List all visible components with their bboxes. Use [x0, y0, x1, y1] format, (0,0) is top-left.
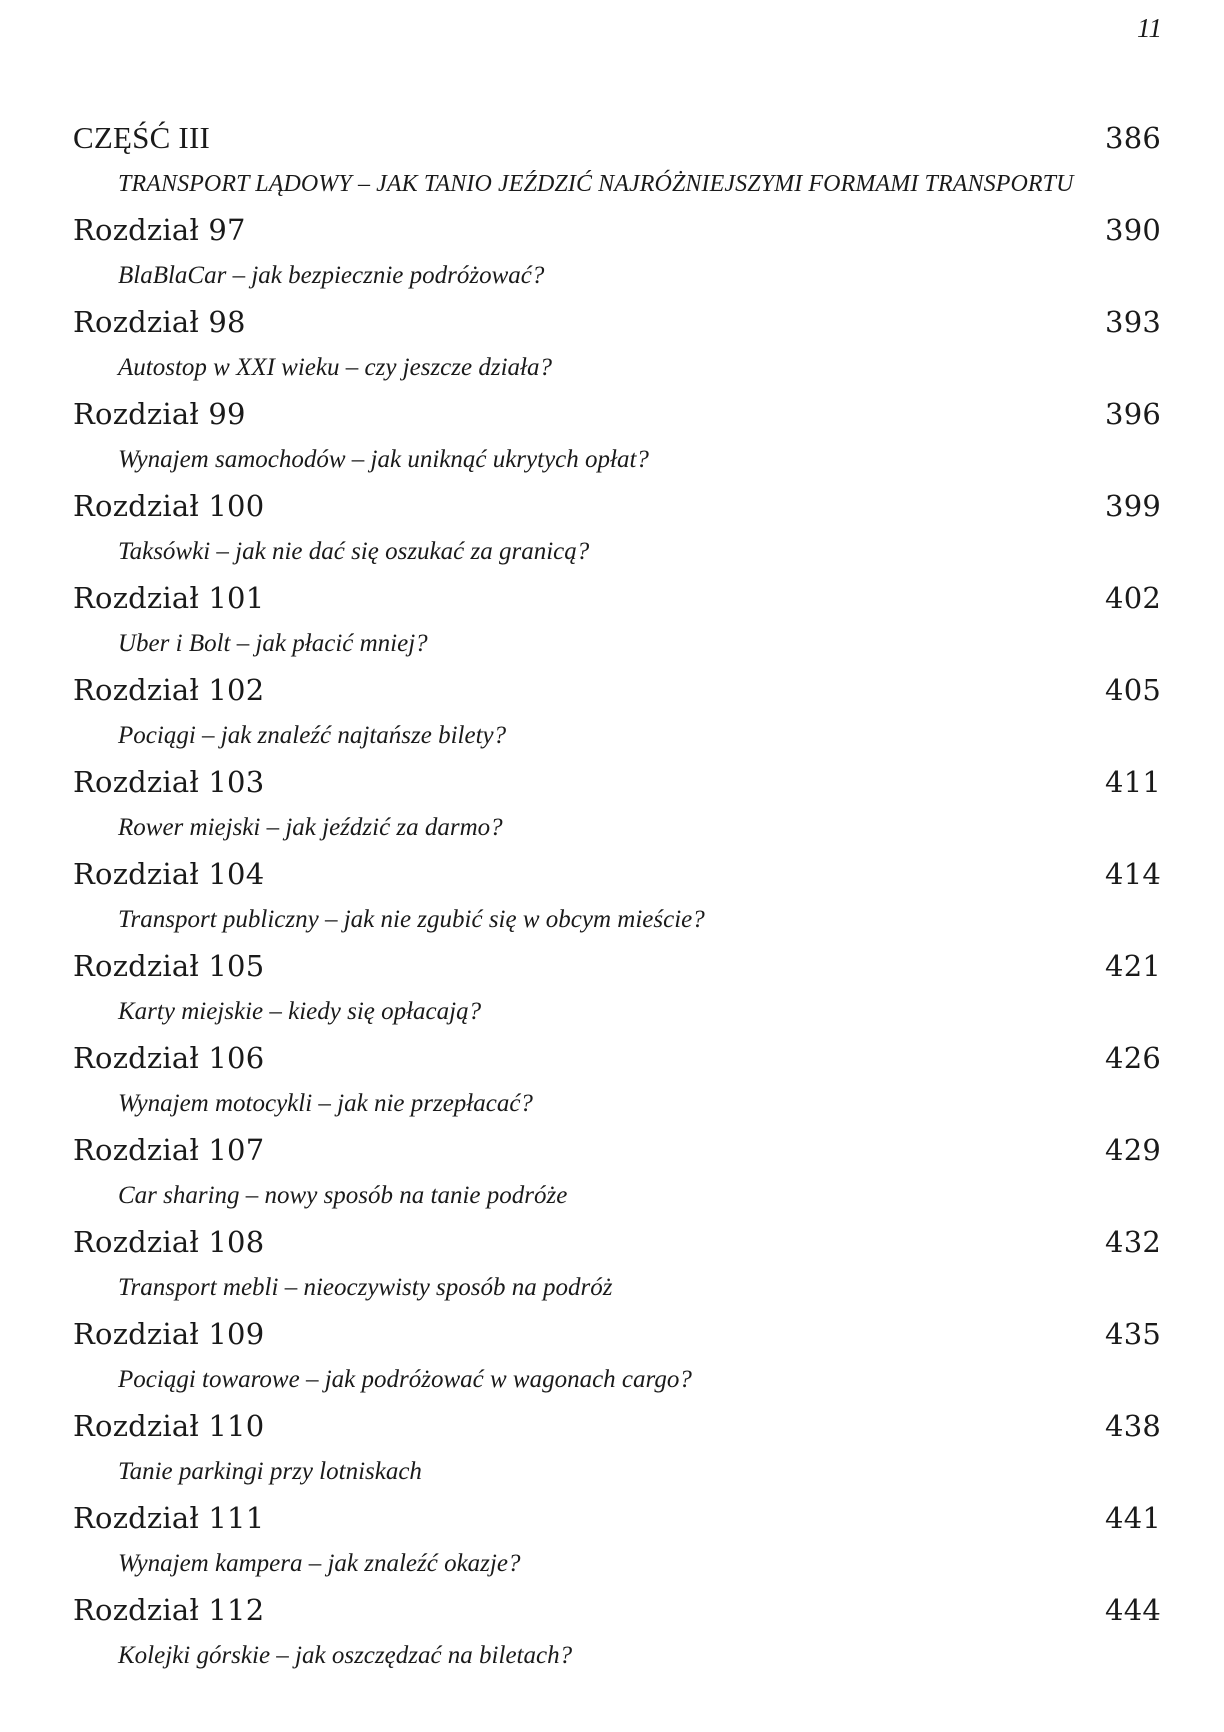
toc-chapter-header: [73, 943, 1161, 989]
toc-chapter-page: 429: [1105, 1133, 1161, 1167]
toc-part-header: [73, 115, 1161, 161]
toc-chapter-103: [73, 759, 1161, 851]
toc-chapter-99: [73, 391, 1161, 483]
toc-chapter-header: [73, 1311, 1161, 1357]
toc-chapter-page: 432: [1105, 1225, 1161, 1259]
toc-chapter-subtitle: Wynajem samochodów – jak uniknąć ukrytych opłat?: [118, 446, 649, 473]
toc-chapter-label: Rozdział 100: [73, 489, 265, 523]
toc-chapter-header: [73, 1403, 1161, 1449]
toc-chapter-page: 390: [1105, 213, 1161, 247]
toc-chapter-header: [73, 851, 1161, 897]
toc-part-page: 386: [1105, 121, 1161, 155]
toc-chapter-header: [73, 667, 1161, 713]
toc-chapter-subtitle: Karty miejskie – kiedy się opłacają?: [118, 998, 482, 1025]
toc-chapter-page: 444: [1105, 1593, 1161, 1627]
toc-chapter-label: Rozdział 109: [73, 1317, 265, 1351]
toc-part-label: CZĘŚĆ III: [73, 120, 210, 155]
page-number: 11: [1137, 13, 1162, 43]
toc-chapter-header: [73, 1127, 1161, 1173]
toc-chapter-subtitle: Rower miejski – jak jeździć za darmo?: [118, 814, 503, 841]
toc-chapter-label: Rozdział 102: [73, 673, 265, 707]
toc-chapter-header: [73, 1495, 1161, 1541]
toc-chapter-108: [73, 1219, 1161, 1311]
toc-chapter-label: Rozdział 101: [73, 581, 265, 615]
toc-chapter-page: 426: [1105, 1041, 1161, 1075]
toc-chapter-header: [73, 391, 1161, 437]
toc-chapter-label: Rozdział 112: [73, 1593, 265, 1627]
table-of-contents: [73, 115, 1161, 1679]
toc-chapter-page: 405: [1105, 673, 1161, 707]
toc-chapter-111: [73, 1495, 1161, 1587]
toc-chapter-98: [73, 299, 1161, 391]
toc-chapter-header: [73, 1035, 1161, 1081]
toc-chapter-subtitle: Wynajem motocykli – jak nie przepłacać?: [118, 1090, 533, 1117]
toc-chapter-page: 396: [1105, 397, 1161, 431]
toc-chapter-page: 435: [1105, 1317, 1161, 1351]
toc-chapter-subtitle: BlaBlaCar – jak bezpiecznie podróżować?: [118, 262, 545, 289]
toc-chapter-subtitle: Transport publiczny – jak nie zgubić się w obcym mieście?: [118, 906, 705, 933]
toc-chapter-104: [73, 851, 1161, 943]
toc-chapter-page: 421: [1105, 949, 1161, 983]
toc-chapter-label: Rozdział 107: [73, 1133, 265, 1167]
toc-chapter-106: [73, 1035, 1161, 1127]
toc-chapter-label: Rozdział 111: [73, 1501, 265, 1535]
toc-chapter-header: [73, 1587, 1161, 1633]
toc-chapter-101: [73, 575, 1161, 667]
toc-chapter-subtitle: Pociągi towarowe – jak podróżować w wagonach cargo?: [118, 1366, 692, 1393]
toc-chapter-107: [73, 1127, 1161, 1219]
toc-chapter-105: [73, 943, 1161, 1035]
toc-chapter-label: Rozdział 103: [73, 765, 265, 799]
toc-chapter-page: 438: [1105, 1409, 1161, 1443]
toc-chapter-page: 402: [1105, 581, 1161, 615]
toc-chapter-label: Rozdział 97: [73, 213, 246, 247]
toc-chapter-subtitle: Kolejki górskie – jak oszczędzać na biletach?: [118, 1642, 573, 1669]
toc-chapter-page: 414: [1105, 857, 1161, 891]
toc-chapter-subtitle: Taksówki – jak nie dać się oszukać za granicą?: [118, 538, 590, 565]
toc-chapter-label: Rozdział 105: [73, 949, 265, 983]
toc-part-entry: [73, 115, 1161, 207]
toc-chapter-header: [73, 1219, 1161, 1265]
toc-chapter-97: [73, 207, 1161, 299]
toc-chapter-100: [73, 483, 1161, 575]
toc-chapter-subtitle: Pociągi – jak znaleźć najtańsze bilety?: [118, 722, 507, 749]
toc-chapter-label: Rozdział 108: [73, 1225, 265, 1259]
toc-chapter-subtitle: Autostop w XXI wieku – czy jeszcze działa?: [118, 354, 552, 381]
toc-chapter-header: [73, 207, 1161, 253]
toc-chapter-112: [73, 1587, 1161, 1679]
toc-chapter-label: Rozdział 98: [73, 305, 246, 339]
toc-chapter-110: [73, 1403, 1161, 1495]
toc-chapter-label: Rozdział 106: [73, 1041, 265, 1075]
toc-chapter-header: [73, 299, 1161, 345]
toc-chapter-subtitle: Wynajem kampera – jak znaleźć okazje?: [118, 1550, 521, 1577]
toc-chapter-header: [73, 575, 1161, 621]
toc-chapter-102: [73, 667, 1161, 759]
toc-chapter-page: 393: [1105, 305, 1161, 339]
toc-chapter-subtitle: Transport mebli – nieoczywisty sposób na podróż: [118, 1274, 613, 1301]
toc-chapter-subtitle: Tanie parkingi przy lotniskach: [118, 1458, 422, 1485]
toc-part-subtitle: TRANSPORT LĄDOWY – JAK TANIO JEŹDZIĆ NAJRÓŻNIEJSZYMI FORMAMI TRANSPORTU: [118, 170, 1074, 197]
toc-chapter-109: [73, 1311, 1161, 1403]
toc-chapter-subtitle: Uber i Bolt – jak płacić mniej?: [118, 630, 428, 657]
toc-chapter-label: Rozdział 104: [73, 857, 265, 891]
toc-chapter-page: 441: [1105, 1501, 1161, 1535]
toc-chapter-label: Rozdział 110: [73, 1409, 265, 1443]
toc-chapter-subtitle: Car sharing – nowy sposób na tanie podróże: [118, 1182, 568, 1209]
toc-chapter-header: [73, 759, 1161, 805]
toc-chapter-page: 411: [1105, 765, 1161, 799]
toc-chapter-label: Rozdział 99: [73, 397, 246, 431]
toc-chapter-page: 399: [1105, 489, 1161, 523]
toc-chapter-header: [73, 483, 1161, 529]
